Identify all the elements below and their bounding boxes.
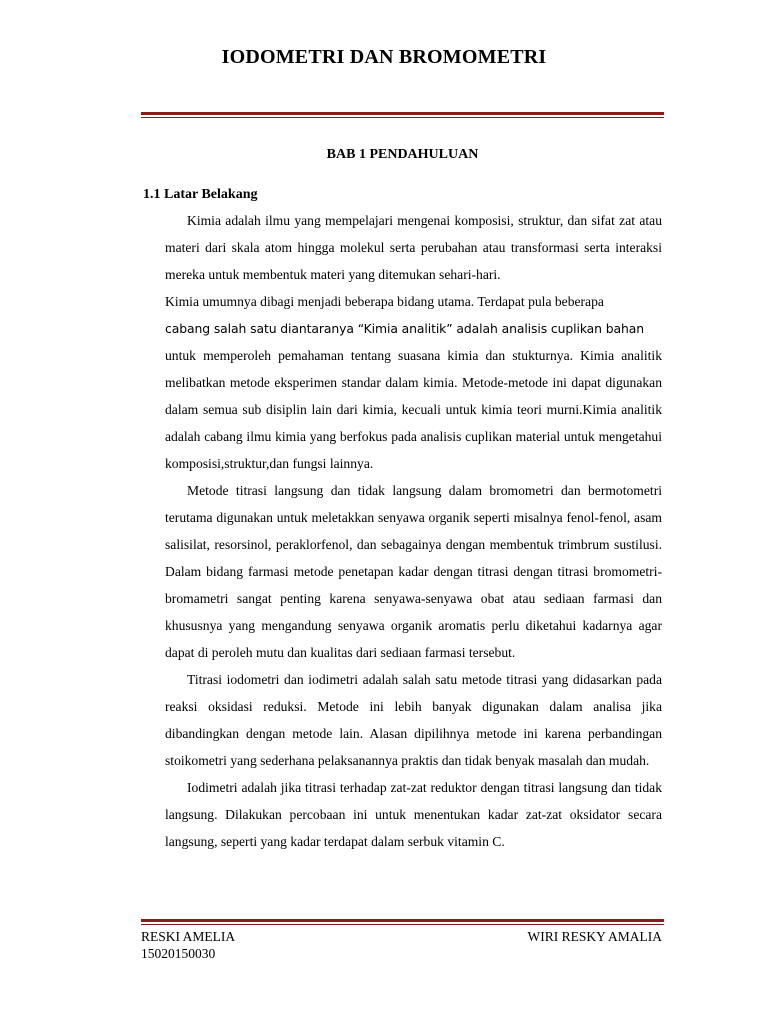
footer-left	[141, 928, 235, 962]
paragraph-iodometri: Titrasi iodometri dan iodimetri adalah salah satu metode titrasi yang didasarkan pada reaksi oksidasi reduksi. Metode ini lebih banyak digunakan dalam analisa jika dibandingkan dengan metode lain. Alasan dipilihnya metode ini karena perbandingan stoikometri yang sederhana pelaksanannya praktis dan tidak benyak masalah dan mudah.	[165, 672, 662, 768]
footer-coauthor-name: WIRI RESKY AMALIA	[527, 929, 662, 944]
section-title: 1.1 Latar Belakang	[143, 187, 258, 202]
header-rule-thick	[141, 112, 664, 115]
footer-rule-thick	[141, 919, 664, 922]
paragraph-kimia-analitik: untuk memperoleh pemahaman tentang suasana kimia dan stukturnya. Kimia analitik melibatkan metode eksperimen standar dalam kimia. Metode-metode ini dapat digunakan dalam semua sub disiplin lain dari kimia, kecuali untuk kimia teori murni.Kimia analitik adalah cabang ilmu kimia yang berfokus pada analisis cuplikan material untuk mengetahui komposisi,struktur,dan fungsi lainnya.	[165, 348, 662, 471]
body-text	[165, 207, 662, 855]
paragraph-iodimetri: Iodimetri adalah jika titrasi terhadap zat-zat reduktor dengan titrasi langsung dan tidak langsung. Dilakukan percobaan ini untuk menentukan kadar zat-zat oksidator secara langsung, seperti yang kadar terdapat dalam serbuk vitamin C.	[165, 780, 662, 849]
footer-author-id: 15020150030	[141, 946, 216, 961]
footer-author-name: RESKI AMELIA	[141, 929, 236, 944]
paragraph-kimia-umumnya: Kimia umumnya dibagi menjadi beberapa bidang utama. Terdapat pula beberapa	[165, 294, 604, 309]
page-title: IODOMETRI DAN BROMOMETRI	[221, 46, 547, 68]
footer-right	[528, 928, 663, 945]
paragraph-intro: Kimia adalah ilmu yang mempelajari mengenai komposisi, struktur, dan sifat zat atau materi dari skala atom hingga molekul serta perubahan atau transformasi serta interaksi mereka untuk membentuk materi yang ditemukan sehari-hari.	[165, 213, 662, 282]
header-rule-thin	[141, 117, 664, 118]
chapter-title: BAB 1 PENDAHULUAN	[326, 147, 479, 162]
footer-rule-thin	[141, 924, 664, 925]
paragraph-bromometri: Metode titrasi langsung dan tidak langsung dalam bromometri dan bermotometri terutama digunakan untuk meletakkan senyawa organik seperti misalnya fenol-fenol, asam salisilat, resorsinol, peraklorfenol, dan sebagainya dengan membentuk trimbrum sustilusi. Dalam bidang farmasi metode penetapan kadar dengan titrasi dengan titrasi bromometri-bromametri sangat penting karena senyawa-senyawa obat atau sediaan farmasi dan khususnya yang mengandung senyawa organik aromatis perlu diketahui kadarnya agar dapat di peroleh mutu dan kualitas dari sediaan farmasi tersebut.	[165, 483, 662, 660]
paragraph-cabang-analitik: cabang salah satu diantaranya “Kimia analitik” adalah analisis cuplikan bahan	[165, 321, 645, 336]
